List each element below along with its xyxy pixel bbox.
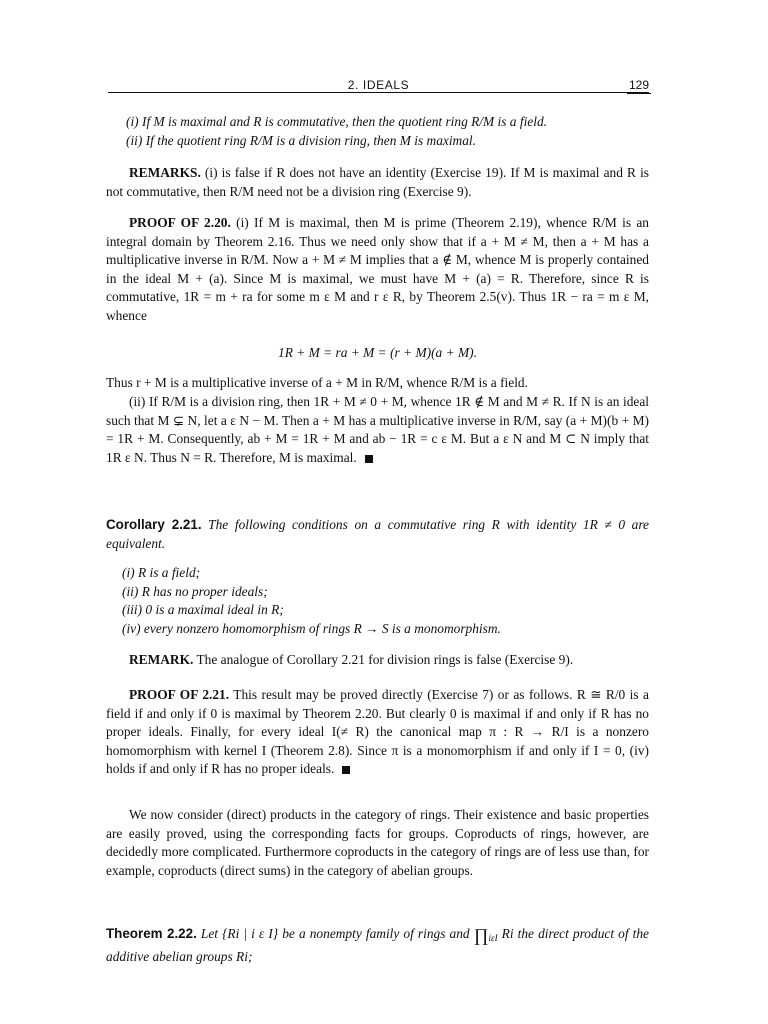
page-number: 129 [629,76,649,95]
theorem-2-20-items [126,113,649,150]
proof-2-20-text: (i) If M is maximal, then M is prime (Theorem 2.19), whence R/M is an integral domain by Theorem 2.16. Thus we need only show that if a + M ≠ M, then a + M has a multiplicative inverse in R/M. Now a + M ≠ M implies that a ∉ M, whence M is properly contained in the ideal M + (a). Since M is maximal, we must have M + (a) = R. Therefore, since R is commutative, 1R = m + ra for some m ε M and r ε R, by Theorem 2.5(v). Thus 1R − ra = m ε M, whence [106,215,649,323]
theorem-2-22-text-start: Let {Ri | i ε I} be a nonempty family of rings and [196,926,474,941]
products-text: We now consider (direct) products in the category of rings. Their existence and basic properties are easily proved, using the corresponding facts for groups. Coproducts of rings, however, are decidedly more complicated. Furthermore coproducts in the category of rings are of less use than, for example, coproducts (direct sums) in the category of abelian groups. [106,807,649,878]
proof-2-20-text-3: (ii) If R/M is a division ring, then 1R + M ≠ 0 + M, whence 1R ∉ M and M ≠ R. If N is an ideal such that M ⊊ N, let a ε N − M. Then a + M has a multiplicative inverse in R/M, say (a + M)(b + M) = 1R + M. Consequently, ab + M = 1R + M and ab − 1R = c ε M. But a ε N and M ⊂ N imply that 1R ε N. Thus N = R. Therefore, M is maximal. [106,394,649,465]
remark-label: REMARK. [129,652,194,667]
running-header [108,76,649,93]
proof-2-21-text: This result may be proved directly (Exercise 7) or as follows. R ≅ R/0 is a field if and only if 0 is maximal by Theorem 2.20. But clearly 0 is maximal if and only if R has no proper ideals. Finally, for every ideal I(≠ R) the canonical map π : R → R/I is a nonzero homomorphism with kernel I (Theorem 2.8). Since π is a monomorphism if and only if I = 0, (iv) holds if and only if R has no proper ideals. [106,687,649,777]
theorem-2-22-text-end: Ri the direct product of the additive abelian groups Ri; [106,926,649,964]
proof-2-20-label: PROOF OF 2.20. [129,215,231,230]
theorem-item-i: (i) If M is maximal and R is commutative, then the quotient ring R/M is a field. [126,114,547,129]
theorem-item-ii: (ii) If the quotient ring R/M is a division ring, then M is maximal. [126,132,476,148]
products-paragraph [106,806,649,880]
qed-square-icon [365,455,373,463]
qed-square-icon [342,766,350,774]
remarks-text: (i) is false if R does not have an identity (Exercise 19). If M is maximal and R is not commutative, then R/M need not be a division ring (Exercise 9). [106,165,649,199]
proof-2-20-paragraph-3 [106,393,649,467]
product-index: iεI [488,933,498,943]
remark-text: The analogue of Corollary 2.21 for division rings is false (Exercise 9). [193,652,574,667]
corollary-text: The following conditions on a commutative ring R with identity 1R ≠ 0 are equivalent. [106,517,649,551]
proof-2-20-text-2: Thus r + M is a multiplicative inverse of a + M in R/M, whence R/M is a field. [106,375,528,390]
corollary-item-iii: (iii) 0 is a maximal ideal in R; [122,602,284,618]
theorem-2-22-label: Theorem 2.22. [106,926,197,941]
corollary-item-iv: (iv) every nonzero homomorphism of rings R → S is a monomorphism. [122,620,501,636]
corollary-item-ii: (ii) R has no proper ideals; [122,583,268,599]
remarks-paragraph [106,164,649,201]
proof-2-21-label: PROOF OF 2.21. [129,687,230,702]
corollary-2-21-statement [106,516,649,553]
proof-2-20-paragraph-2 [106,374,649,393]
product-symbol: ∏ [473,925,489,945]
proof-2-21-paragraph [106,686,649,779]
proof-2-20-equation: 1R + M = ra + M = (r + M)(a + M). [278,345,477,360]
corollary-items [122,564,649,638]
theorem-2-22-statement [106,925,649,966]
remarks-label: REMARKS. [129,165,201,180]
remark-paragraph [106,651,649,670]
corollary-item-i: (i) R is a field; [122,565,201,580]
chapter-title: 2. IDEALS [347,78,410,92]
corollary-label: Corollary 2.21. [106,517,202,532]
proof-2-20-paragraph-1 [106,214,649,326]
